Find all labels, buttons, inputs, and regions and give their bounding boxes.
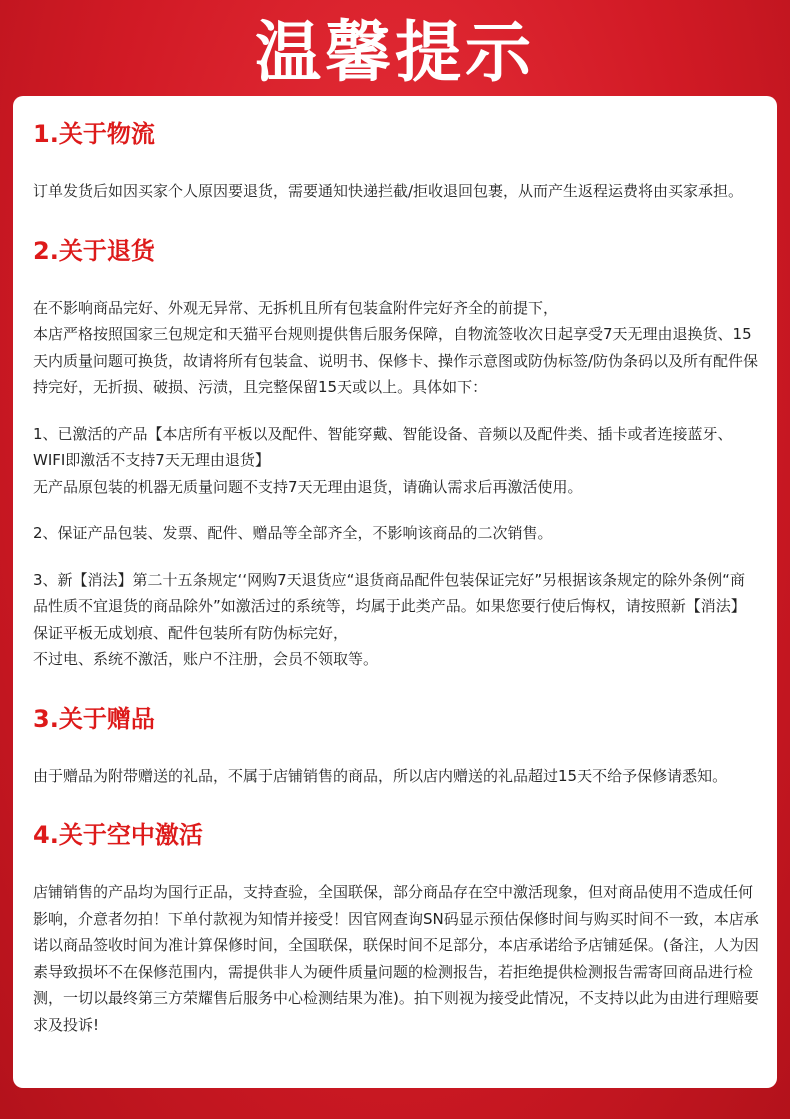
section-body-activation	[33, 879, 759, 1038]
paragraph: 2、保证产品包装、发票、配件、赠品等全部齐全，不影响该商品的二次销售。	[33, 524, 553, 542]
paragraph: 订单发货后如因买家个人原因要退货，需要通知快递拦截/拒收退回包裹，从而产生返程运费将由买家承担。	[33, 182, 744, 200]
page-title: 温馨提示	[255, 14, 535, 91]
section-title-logistics: 1.关于物流	[33, 120, 155, 148]
section-body-gifts	[33, 763, 759, 790]
paragraph: 在不影响商品完好、外观无异常、无拆机且所有包装盒附件完好齐全的前提下，	[33, 298, 559, 317]
section-title-returns: 2.关于退货	[33, 236, 155, 265]
paragraph: 无产品原包装的机器无质量问题不支持7天无理由退货，请确认需求后再激活使用。	[33, 477, 583, 496]
section-body-returns	[33, 295, 759, 673]
notice-card	[13, 96, 777, 1088]
paragraph: 由于赠品为附带赠送的礼品，不属于店铺销售的商品，所以店内赠送的礼品超过15天不给予保修请悉知。	[33, 766, 728, 785]
section-title-activation: 4.关于空中激活	[33, 821, 203, 849]
paragraph: 本店严格按照国家三包规定和天猫平台规则提供售后服务保障，自物流签收次日起享受7天无理由退换货、15天内质量问题可换货，故请将所有包装盒、说明书、保修卡、操作示意图或防伪标签/防伪条码以及所有配件保持完好，无折损、破损、污渍，且完整保留15天或以上。具体如下：	[33, 325, 759, 396]
section-title-gifts: 3.关于赠品	[33, 704, 155, 733]
paragraph: 不过电、系统不激活，账户不注册，会员不领取等。	[33, 650, 379, 668]
paragraph: 店铺销售的产品均为国行正品，支持查验，全国联保，部分商品存在空中激活现象，但对商品使用不造成任何影响，介意者勿拍！下单付款视为知情并接受！因官网查询SN码显示预估保修时间与购买时间不一致，本店承诺以商品签收时间为准计算保修时间，全国联保，联保时间不足部分，本店承诺给予店铺延保。(备注，人为因素导致损坏不在保修范围内，需提供非人为硬件质量问题的检测报告，若拒绝提供检测报告需寄回商品进行检测，一切以最终第三方荣耀售后服务中心检测结果为准)。拍下则视为接受此情况，不支持以此为由进行理赔要求及投诉!	[33, 883, 759, 1034]
paragraph: 1、已激活的产品【本店所有平板以及配件、智能穿戴、智能设备、音频以及配件类、插卡或者连接蓝牙、WIFI即激活不支持7天无理由退货】	[33, 424, 733, 469]
paragraph: 3、新【消法】第二十五条规定‘‘网购7天退货应“退货商品配件包装保证完好”另根据该条规定的除外条例“商品性质不宜退货的商品除外”如激活过的系统等，均属于此类产品。如果您要行使后悔权，请按照新【消法】保证平板无成划痕、配件包装所有防伪标完好，	[33, 570, 746, 642]
section-body-logistics	[33, 178, 759, 205]
